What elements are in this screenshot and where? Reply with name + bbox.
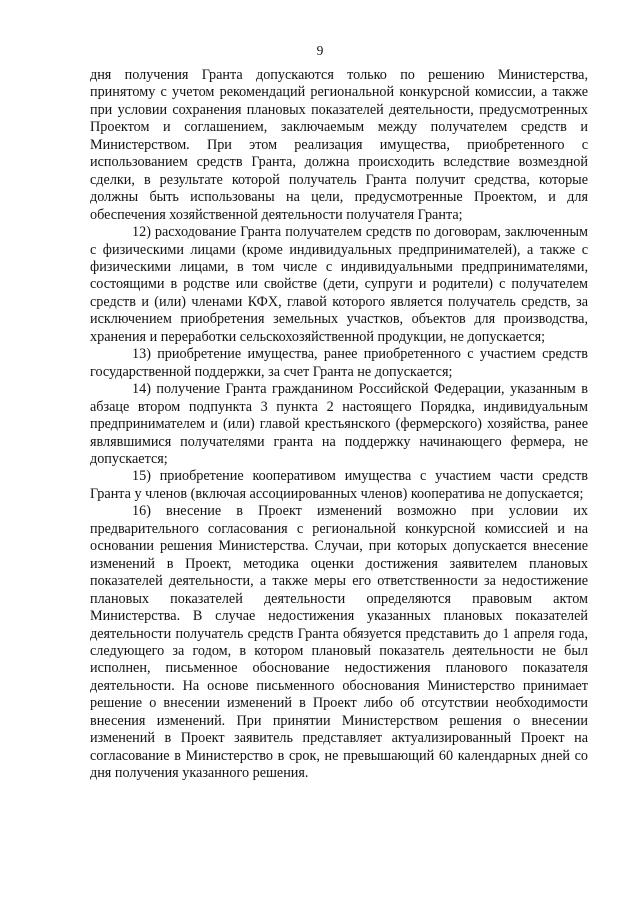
paragraph-item-12: 12) расходование Гранта получателем средств по договорам, заключенным с физическими лицами (кроме индивидуальных предпринимателей), а также с физическими лицами, в том числе с индивидуальными предпринимателями, состоящими в родстве или свойстве (дети, супруги и родители) с получателем средств и (или) членами КФХ, главой которого является получатель средств, за исключением приобретения земельных участков, объектов для производства, хранения и переработки сельскохозяйственной продукции, не допускается; (90, 224, 588, 345)
paragraph-continuation: дня получения Гранта допускаются только по решению Министерства, принятому с учетом рекомендаций региональной конкурсной комиссии, а также при условии сохранения плановых показателей деятельности, предусмотренных Проектом и соглашением, заключаемым между получателем средств и Министерством. При этом реализация имущества, приобретенного с использованием средств Гранта, должна происходить вследствие возмездной сделки, в результате которой получатель Гранта получит средства, которые должны быть использованы на цели, предусмотренные Проектом, и для обеспечения хозяйственной деятельности получателя Гранта; (90, 67, 588, 223)
paragraph-item-15: 15) приобретение кооперативом имущества с участием части средств Гранта у членов (включая ассоциированных членов) кооператива не допускается; (90, 468, 588, 502)
paragraph-item-16: 16) внесение в Проект изменений возможно при условии их предварительного согласования с региональной конкурсной комиссией и на основании решения Министерства. Случаи, при которых допускается внесение изменений в Проект, методика оценки достижения заявителем плановых показателей деятельности, а также меры его ответственности за недостижение плановых показателей деятельности определяются правовым актом Министерства. В случае недостижения указанных плановых показателей деятельности получатель средств Гранта обязуется представить до 1 апреля года, следующего за годом, в котором плановый показатель деятельности не был исполнен, письменное обоснование недостижения планового показателя деятельности. На основе письменного обоснования Министерство принимает решение о внесении изменений в Проект либо об отсутствии необходимости внесения изменений. При принятии Министерством решения о внесении изменений в Проект заявитель представляет актуализированный Проект на согласование в Министерство в срок, не превышающий 60 календарных дней со дня получения указанного решения. (90, 503, 588, 782)
paragraph-item-14: 14) получение Гранта гражданином Российской Федерации, указанным в абзаце втором подпункта 3 пункта 2 настоящего Порядка, индивидуальным предпринимателем и (или) главой крестьянского (фермерского) хозяйства, ранее являвшимися получателями гранта на поддержку начинающего фермера, не допускается; (90, 381, 588, 467)
paragraph-item-13: 13) приобретение имущества, ранее приобретенного с участием средств государственной поддержки, за счет Гранта не допускается; (90, 346, 588, 380)
page-number: 9 (316, 43, 324, 58)
document-body (90, 67, 588, 783)
